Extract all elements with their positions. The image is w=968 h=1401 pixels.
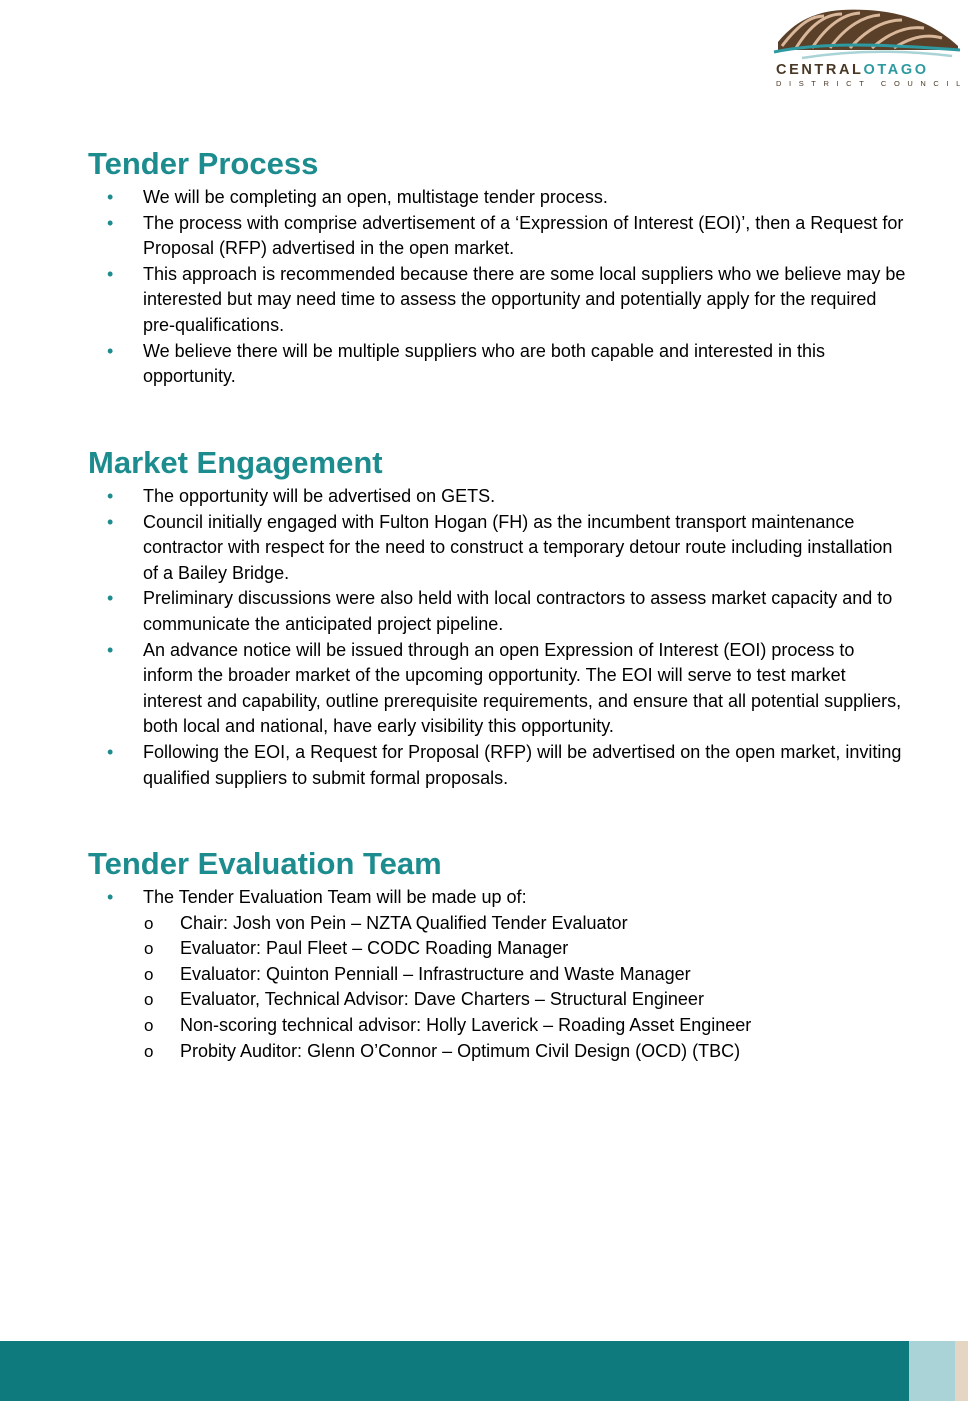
bullet-list [88,484,908,791]
footer-edge [955,1341,968,1401]
logo-word-central: CENTRAL [776,62,864,78]
list-item: • We believe there will be multiple suppliers who are both capable and interested in this opportunity. [88,339,908,390]
section-heading: Tender Evaluation Team [88,846,442,881]
sub-list [88,911,908,1065]
section-tender-evaluation-team [88,846,908,1064]
bullet-list [88,885,908,911]
list-item: • The Tender Evaluation Team will be made up of: [88,885,908,911]
council-logo [772,6,968,90]
list-item: • An advance notice will be issued through an open Expression of Interest (EOI) process to inform the broader market of the upcoming opportunity. The EOI will serve to test market interest and capability, outline prerequisite requirements, and ensure that all potential suppliers, both local and national, have early visibility this opportunity. [88,638,908,740]
logo-word-otago: OTAGO [863,62,929,78]
footer-accent-box [909,1341,955,1401]
hills-logo-icon [772,6,962,62]
footer-bar [0,1341,968,1401]
sub-list-item: o Non-scoring technical advisor: Holly Laverick – Roading Asset Engineer [88,1013,908,1039]
sub-list-item: o Probity Auditor: Glenn O’Connor – Optimum Civil Design (OCD) (TBC) [88,1039,908,1065]
sub-list-item: o Evaluator: Paul Fleet – CODC Roading Manager [88,936,908,962]
list-item: • Preliminary discussions were also held with local contractors to assess market capacity and to communicate the anticipated project pipeline. [88,586,908,637]
logo-wordmark [776,62,929,78]
section-heading: Tender Process [88,146,319,181]
list-item: • This approach is recommended because there are some local suppliers who we believe may be interested but may need time to assess the opportunity and potentially apply for the required pre-qualifications. [88,262,908,339]
bullet-list [88,185,908,390]
list-item: • Council initially engaged with Fulton Hogan (FH) as the incumbent transport maintenance contractor with respect for the need to construct a temporary detour route including installation of a Bailey Bridge. [88,510,908,587]
list-item: • Following the EOI, a Request for Proposal (RFP) will be advertised on the open market, inviting qualified suppliers to submit formal proposals. [88,740,908,791]
list-item: • The process with comprise advertisement of a ‘Expression of Interest (EOI)’, then a Request for Proposal (RFP) advertised in the open market. [88,211,908,262]
sub-list-item: o Evaluator: Quinton Penniall – Infrastructure and Waste Manager [88,962,908,988]
section-heading: Market Engagement [88,445,383,480]
section-market-engagement [88,445,908,791]
list-item: • The opportunity will be advertised on GETS. [88,484,908,510]
section-tender-process [88,146,908,390]
sub-list-item: o Evaluator, Technical Advisor: Dave Charters – Structural Engineer [88,987,908,1013]
sub-list-item: o Chair: Josh von Pein – NZTA Qualified Tender Evaluator [88,911,908,937]
logo-subtitle: DISTRICT COUNCIL [776,79,968,88]
list-item: • We will be completing an open, multistage tender process. [88,185,908,211]
